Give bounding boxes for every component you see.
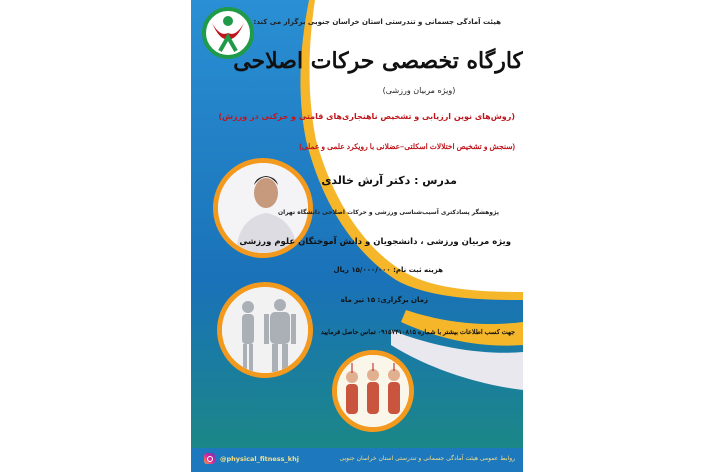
target-audience: ویژه مربیان ورزشی ، دانشجویان و دانش آموختگان علوم ورزشی: [239, 237, 511, 247]
registration-fee: هزینه ثبت نام: ۱۵/۰۰۰/۰۰۰ ریال: [333, 266, 443, 274]
poster-title: کارگاه تخصصی حرکات اصلاحی: [233, 48, 523, 74]
posture-image: [332, 350, 414, 432]
anatomy-image: [217, 282, 313, 378]
instagram-icon: [204, 453, 215, 464]
spine-posture-icon: [337, 355, 409, 427]
instagram-handle: @physical_fitness_khj: [220, 454, 299, 463]
footer-credit: روابط عمومی هیئت آمادگی جسمانی و تندرستی استان خراسان جنوبی: [339, 455, 515, 462]
organizer-line: هیئت آمادگی جسمانی و تندرستی استان خراسان جنوبی برگزار می کند:: [253, 18, 501, 26]
instructor-bio: پژوهشگر پسادکتری آسیب‌شناسی ورزشی و حرکات اصلاحی دانشگاه تهران: [278, 209, 499, 216]
topic-2: (سنجش و تشخیص اختلالات اسکلتی–عضلانی با رویکرد علمی و عملی): [299, 142, 515, 151]
instructor-name: مدرس : دکتر آرش خالدی: [321, 174, 457, 187]
instagram-link[interactable]: [204, 453, 299, 464]
body-anatomy-icon: [222, 287, 308, 373]
workshop-poster: [191, 0, 523, 472]
contact-info: جهت کسب اطلاعات بیشتر با شماره ۰۹۱۵۷۴۱۰۸۱۵ تماس حاصل فرمایید: [320, 329, 515, 336]
event-date: زمان برگزاری: ۱۵ تیر ماه: [340, 296, 428, 304]
audience-note: (ویژه مربیان ورزشی): [382, 86, 456, 95]
topic-1: (روش‌های نوین ارزیابی و تشخیص ناهنجاری‌های قامتی و حرکتی در ورزش): [218, 112, 515, 121]
